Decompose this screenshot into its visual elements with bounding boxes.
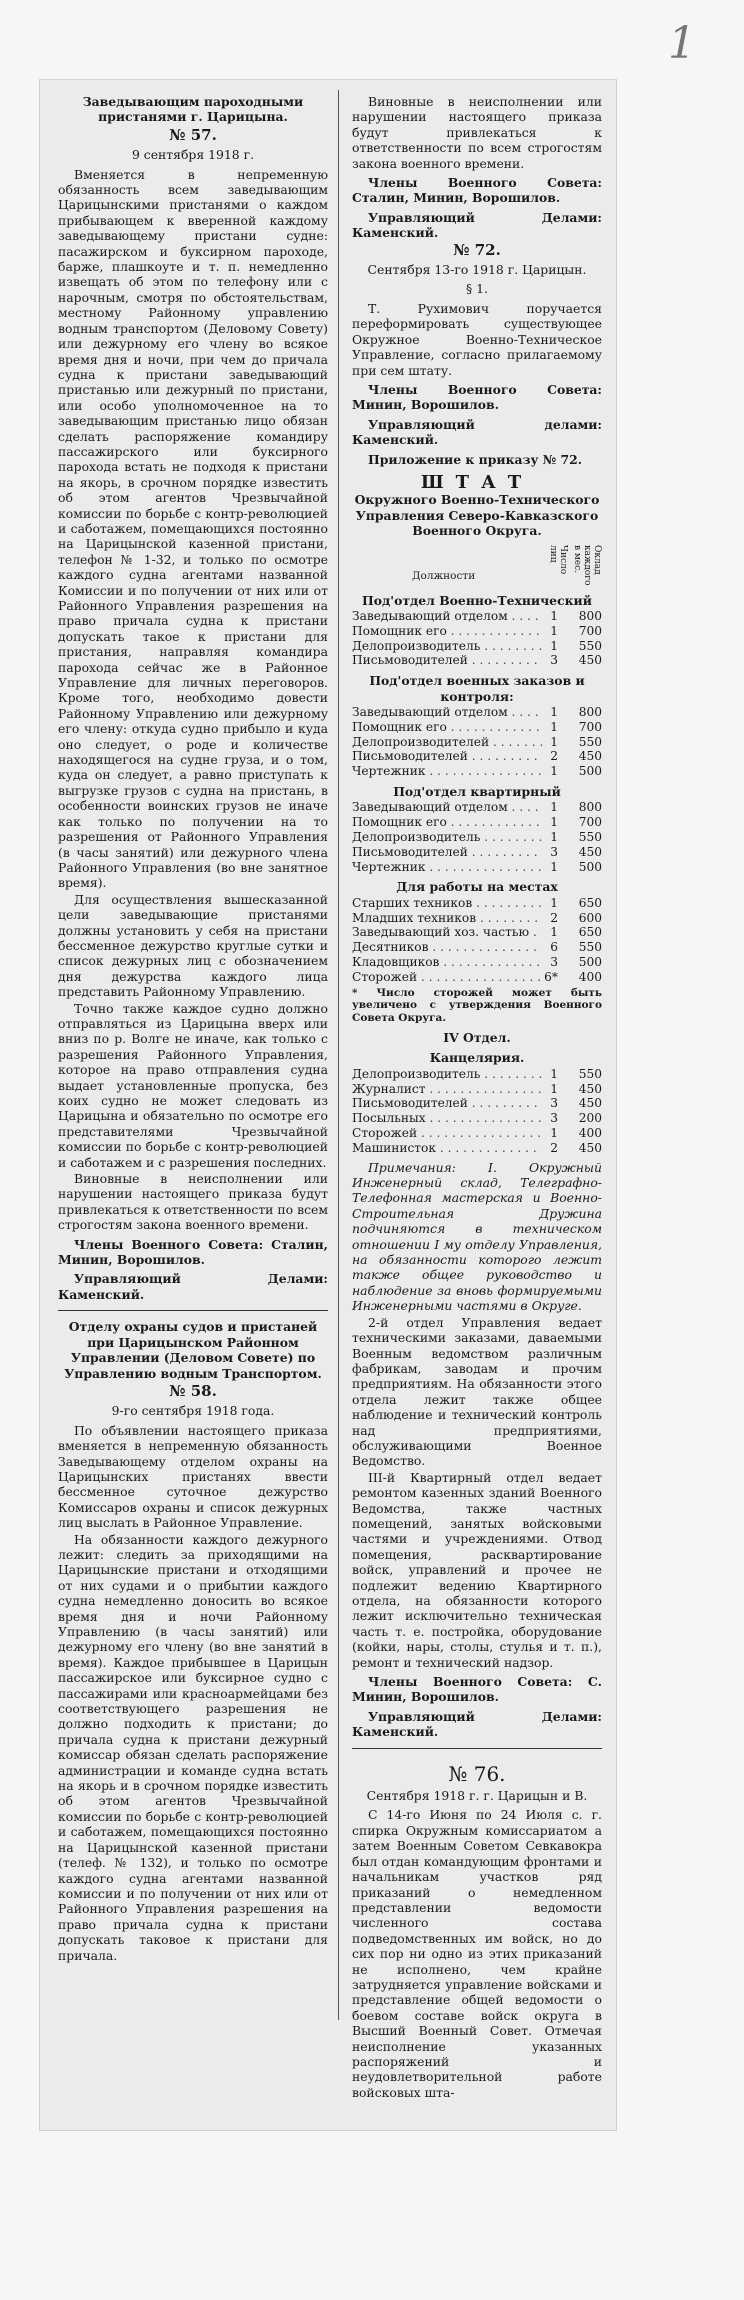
staff-row bbox=[352, 800, 602, 815]
staff-count: 1 bbox=[550, 704, 558, 719]
staff-row bbox=[352, 1082, 602, 1097]
signatories: Члены Военного Совета: Сталин, Минин, Ворошилов. bbox=[352, 175, 602, 206]
staff-row bbox=[352, 896, 602, 911]
order-57-title: Заведывающим пароходными пристанями г. Царицына. bbox=[82, 94, 304, 125]
staff-row bbox=[352, 845, 602, 860]
staff-salary: 500 bbox=[578, 859, 602, 874]
divider bbox=[58, 1310, 328, 1311]
staff-count: 1 bbox=[550, 815, 558, 830]
col-position: Должности bbox=[412, 570, 476, 583]
staff-position: Письмоводителей . . . bbox=[352, 1096, 542, 1111]
staff-row bbox=[352, 1126, 602, 1141]
order-58-paragraph: По объявлении настоящего приказа вменяется в непременную обязанность Заведывающему отделом охраны на Царицынских пристанях ввести бессменное суточное дежурство Комиссаров охраны и список дежурных лиц выслать в Районное Управление. bbox=[58, 1422, 328, 1531]
staff-row bbox=[352, 749, 602, 764]
staff-count: 1 bbox=[550, 925, 558, 940]
staff-position: Письмоводителей . . . bbox=[352, 749, 542, 764]
staff-salary: 450 bbox=[578, 1096, 602, 1111]
divider bbox=[352, 1748, 602, 1749]
staff-salary: 700 bbox=[578, 719, 602, 734]
staff-row bbox=[352, 940, 602, 955]
staff-count: 6 bbox=[550, 940, 558, 955]
staff-position: Помощник его . . . bbox=[352, 624, 542, 639]
staff-section-heading: Под'отдел военных заказов и контроля: bbox=[369, 673, 585, 704]
staff-count: 3 bbox=[550, 844, 558, 859]
staff-salary: 800 bbox=[578, 608, 602, 623]
left-column bbox=[58, 94, 328, 1964]
staff-section-heading: Для работы на местах bbox=[396, 879, 558, 895]
column-divider bbox=[338, 90, 339, 2020]
staff-salary: 700 bbox=[578, 623, 602, 638]
staff-position: Сторожей . . . bbox=[352, 970, 542, 985]
col-count: Число лиц bbox=[548, 544, 568, 574]
order-57-manager: Управляющий Делами: Каменский. bbox=[58, 1271, 328, 1302]
staff-position: Помощник его . . . bbox=[352, 720, 542, 735]
staff-salary: 450 bbox=[578, 1081, 602, 1096]
staff-row bbox=[352, 970, 602, 985]
staff-salary: 650 bbox=[578, 925, 602, 940]
staff-row bbox=[352, 830, 602, 845]
staff-salary: 450 bbox=[578, 844, 602, 859]
order-57-number: № 57. bbox=[169, 125, 217, 144]
staff-note: III-й Квартирный отдел ведает ремонтом казенных зданий Военного Ведомства, также частных помещений, занятых войсковыми частями и учреждениями. Отвод помещения, расквартирование войск, управлений и прочее не подлежит ведению Квартирного отдела, на обязанности которого лежит исключительно техническая часть т. е. постройка, оборудование (койки, нары, столы, стулья и т. п.), ремонт и технический надзор. bbox=[352, 1469, 602, 1670]
staff-row bbox=[352, 1067, 602, 1082]
staff-row bbox=[352, 705, 602, 720]
order-57-date: 9 сентября 1918 г. bbox=[131, 147, 255, 163]
staff-row bbox=[352, 1096, 602, 1111]
staff-position: Заведывающий хоз. частью . . . bbox=[352, 925, 542, 940]
staff-count: 1 bbox=[550, 608, 558, 623]
right-column bbox=[352, 94, 602, 2101]
staff-salary: 550 bbox=[578, 638, 602, 653]
newspaper-clipping bbox=[40, 80, 616, 2130]
staff-position: Чертежник . . . bbox=[352, 860, 542, 875]
order-72-paragraph: Т. Рухимович поручается переформировать существующее Окружное Военно-Техническое Управление, согласно прилагаемому при сем штату. bbox=[352, 300, 602, 378]
staff-position: Делопроизводителей . . . bbox=[352, 735, 542, 750]
order-58-paragraph: На обязанности каждого дежурного лежит: следить за приходящими на Царицынские пристани и отходящими от них судами и о прибытии каждого судна немедленно доносить во всякое время дня и ночи Районному Управлению (в часы занятий) или дежурному его члену (во вне занятий в время). Каждое прибывшее в Царицын пассажирское или буксирное судно с пассажирами или красноармейцами без соответствующего разрешения не должно подходить к пристани; до причала судна к пристани дежурный комиссар обязан сделать распоряжение администрации и команде судна встать на якорь и в срочном порядке известить об этом агентов Чрезвычайной комиссии по борьбе с контр-революцией и саботажем, помещающихся постоянно на Царицынской казенной пристани (телеф. № 132), и только по осмотре каждого судна агентами названной комиссии и по получении от них или от Районного Управления разрешения на право причала судна к пристани допускать таковое к пристани для причала. bbox=[58, 1531, 328, 1963]
order-72-manager: Управляющий делами: Каменский. bbox=[352, 416, 602, 448]
staff-row bbox=[352, 955, 602, 970]
staff-count: 6* bbox=[544, 969, 558, 984]
order-72-date: Сентября 13-го 1918 г. Царицын. bbox=[367, 262, 587, 278]
staff-count: 1 bbox=[550, 638, 558, 653]
staff-footnote: * Число сторожей может быть увеличено с утверждения Военного Совета Округа. bbox=[352, 986, 602, 1024]
staff-table-title: ШТАТ bbox=[420, 471, 534, 493]
page-number-mark: 1 bbox=[668, 18, 696, 69]
staff-salary: 450 bbox=[578, 749, 602, 764]
staff-salary: 650 bbox=[578, 895, 602, 910]
order-57-paragraph: Вменяется в непременную обязанность всем заведывающим Царицынскими пристанями о каждом прибывающем к вверенной каждому заведывающему пристани судне: пасажирском и буксирном пароходе, барже, плашкоуте и т. п. немедленно извещать об этом по телефону или с нарочным, смотря по обстоятельствам, местному Районному управлению водным транспортом (Деловому Совету) или дежурному его члену во всякое время дня и ночи, при чем до причала судна к пристани заведывающий пристанью или дежурный по пристани, или особо уполномоченное на то заведывающим пристанью лицо обязан сделать распоряжение командиру пассажирского или буксирного парохода встать не подходя к пристани на якорь, в срочном порядке известить об этом агентов Чрезвычайной комиссии по борьбе с контр-революцией и саботажем, помещающихся постоянно на Царицынской казенной пристани, телефон № 1-32, и только по осмотре каждого судна агентами названной Комиссии и по получении от них или от Районного Управления разрешения на право причала судна к пристани допускать такое к пристани для пристания, направляя командира парохода сейчас же в Районное Управление для личных переговоров. Кроме того, необходимо довести Районному Управлению или дежурному его члену: откуда судно прибыло и куда оно следует, о роде и количестве находящегося на судне груза, и о том, куда он следует, а равно приступать к выгрузке грузов с судна на пристань, в особенности воинских грузов не иначе как только по получении на то разрешения от Районного Управления (в часы занятий) или дежурного члена Районного Управления (во вне занятное время). bbox=[58, 166, 328, 891]
staff-count: 1 bbox=[550, 800, 558, 815]
order-58-date: 9-го сентября 1918 года. bbox=[111, 1403, 275, 1419]
staff-salary: 450 bbox=[578, 1140, 602, 1155]
staff-manager: Управляющий Делами: Каменский. bbox=[352, 1708, 602, 1740]
staff-position: Делопроизводитель . . . bbox=[352, 639, 542, 654]
staff-salary: 550 bbox=[578, 940, 602, 955]
order-72-section: § 1. bbox=[466, 281, 488, 297]
order-72-number: № 72. bbox=[453, 240, 501, 259]
staff-row bbox=[352, 925, 602, 940]
staff-note: 2-й отдел Управления ведает техническими заказами, даваемыми Военным ведомством различным фабрикам, заводам и прочим предприятиям. На обязанности этого отдела лежит также общее наблюдение и технический контроль над предприятиями, обслуживающими Военное Ведомство. bbox=[352, 1314, 602, 1469]
staff-row bbox=[352, 1141, 602, 1156]
staff-section-number: IV Отдел. bbox=[443, 1030, 511, 1046]
staff-count: 3 bbox=[550, 1111, 558, 1126]
order-76-paragraph: С 14-го Июня по 24 Июля с. г. спирка Окружным комиссариатом а затем Военным Советом Севкавокра был отдан командующим фронтами и начальникам участков ряд приказаний о немедленном представлении ведомости численного состава подведомственных им войск, но до сих пор ни одно из этих приказаний не исполнено, чем крайне затрудняется управление войсками и представление общей ведомости о боевом составе войск округа в Высший Военный Совет. Отмечая неисполнение указанных распоряжений и неудовлетворительной работе войсковых шта- bbox=[352, 1807, 602, 2100]
staff-salary: 600 bbox=[578, 910, 602, 925]
order-57-signatories: Члены Военного Совета: Сталин, Минин, Ворошилов. bbox=[58, 1236, 328, 1268]
staff-salary: 550 bbox=[578, 734, 602, 749]
staff-count: 1 bbox=[550, 1066, 558, 1081]
staff-salary: 700 bbox=[578, 815, 602, 830]
staff-note: Примечания: I. Окружный Инженерный склад, Телеграфно-Телефонная мастерская и Военно-Строительная Дружина подчиняются в техническом отношении I му отделу Управления, на обязанности которого лежит также общее руководство и наблюдение за вновь формируемыми Инженерными частями в Округе. bbox=[352, 1159, 602, 1314]
order-57-paragraph: Точно также каждое судно должно отправляться из Царицына вверх или вниз по р. Волге не иначе, как только с разрешения Районного Управления, которое на право отправления судна выдает установленные пропуска, без коих судно не может следовать из Царицына и обязательно по осмотре его представителями Чрезвычайной комиссии по борьбе с контр-революцией и саботажем и с разрешения последних. bbox=[58, 1000, 328, 1170]
staff-row bbox=[352, 653, 602, 668]
staff-row bbox=[352, 720, 602, 735]
staff-position: Старших техников . . . bbox=[352, 896, 542, 911]
staff-salary: 500 bbox=[578, 954, 602, 969]
staff-count: 1 bbox=[550, 895, 558, 910]
staff-position: Младших техников . . . bbox=[352, 911, 542, 926]
staff-position: Сторожей . . . bbox=[352, 1126, 542, 1141]
staff-count: 1 bbox=[550, 764, 558, 779]
order-57-paragraph: Для осуществления вышесказанной цели заведывающие пристанями должны установить у себя на пристани бессменное дежурство круглые сутки и список дежурных лиц с обозначением дня дежурства каждого лица представить Районному Управлению. bbox=[58, 891, 328, 1000]
staff-salary: 550 bbox=[578, 1066, 602, 1081]
staff-position: Заведывающий отделом . . . bbox=[352, 705, 542, 720]
staff-table-header bbox=[352, 545, 602, 585]
continued-paragraph: Виновные в неисполнении или нарушении настоящего приказа будут привлекаться к ответственности по всем строгостям закона военного времени. bbox=[352, 94, 602, 171]
staff-rows-1 bbox=[352, 609, 602, 668]
staff-count: 3 bbox=[550, 653, 558, 668]
staff-section-heading: Под'отдел квартирный bbox=[393, 783, 561, 799]
staff-salary: 500 bbox=[578, 764, 602, 779]
staff-count: 2 bbox=[550, 1140, 558, 1155]
staff-rows-3 bbox=[352, 800, 602, 874]
staff-position: Чертежник . . . bbox=[352, 764, 542, 779]
order-76-number: № 76. bbox=[448, 1761, 506, 1786]
order-72-appendix: Приложение к приказу № 72. bbox=[368, 451, 583, 467]
staff-count: 1 bbox=[550, 829, 558, 844]
staff-row bbox=[352, 624, 602, 639]
staff-count: 1 bbox=[550, 719, 558, 734]
staff-position: Десятников . . . bbox=[352, 940, 542, 955]
staff-row bbox=[352, 639, 602, 654]
staff-salary: 450 bbox=[578, 653, 602, 668]
staff-section-heading: Под'отдел Военно-Технический bbox=[362, 592, 592, 608]
staff-row bbox=[352, 609, 602, 624]
staff-count: 2 bbox=[550, 910, 558, 925]
order-72-signatories: Члены Военного Совета: Минин, Ворошилов. bbox=[352, 381, 602, 413]
staff-position: Делопроизводитель . . . bbox=[352, 1067, 542, 1082]
staff-position: Письмоводителей . . . bbox=[352, 845, 542, 860]
staff-count: 1 bbox=[550, 1081, 558, 1096]
staff-position: Заведывающий отделом . . . bbox=[352, 609, 542, 624]
staff-salary: 400 bbox=[578, 1126, 602, 1141]
staff-salary: 200 bbox=[578, 1111, 602, 1126]
staff-row bbox=[352, 860, 602, 875]
staff-position: Машинисток . . . bbox=[352, 1141, 542, 1156]
staff-row bbox=[352, 735, 602, 750]
staff-salary: 800 bbox=[578, 704, 602, 719]
staff-count: 1 bbox=[550, 1126, 558, 1141]
staff-row bbox=[352, 764, 602, 779]
order-58-number: № 58. bbox=[169, 1381, 217, 1400]
staff-count: 3 bbox=[550, 1096, 558, 1111]
staff-section-heading: Канцелярия. bbox=[429, 1050, 525, 1066]
staff-position: Письмоводителей . . . bbox=[352, 653, 542, 668]
staff-salary: 400 bbox=[578, 969, 602, 984]
staff-count: 1 bbox=[550, 859, 558, 874]
staff-count: 3 bbox=[550, 954, 558, 969]
staff-position: Журналист . . . bbox=[352, 1082, 542, 1097]
staff-table-subtitle: Окружного Военно-Технического Управления Северо-Кавказского Военного Округа. bbox=[354, 492, 600, 539]
staff-count: 1 bbox=[550, 734, 558, 749]
col-salary: Оклад каждого в мес. bbox=[572, 544, 602, 585]
order-58-title: Отделу охраны судов и пристаней при Царицынском Районном Управлении (Деловом Совете) по Управлению водным Транспортом. bbox=[64, 1319, 322, 1381]
staff-row bbox=[352, 815, 602, 830]
staff-salary: 800 bbox=[578, 800, 602, 815]
staff-rows-4 bbox=[352, 896, 602, 985]
staff-salary: 550 bbox=[578, 829, 602, 844]
staff-row bbox=[352, 1111, 602, 1126]
staff-signatories: Члены Военного Совета: С. Минин, Ворошилов. bbox=[352, 1674, 602, 1705]
staff-position: Заведывающий отделом . . . bbox=[352, 800, 542, 815]
staff-position: Помощник его . . . bbox=[352, 815, 542, 830]
staff-rows-2 bbox=[352, 705, 602, 779]
staff-position: Посыльных . . . bbox=[352, 1111, 542, 1126]
staff-position: Кладовщиков . . . bbox=[352, 955, 542, 970]
order-76-date: Сентября 1918 г. г. Царицын и В. bbox=[366, 1788, 588, 1804]
staff-count: 2 bbox=[550, 749, 558, 764]
manager: Управляющий Делами: Каменский. bbox=[352, 209, 602, 241]
staff-position: Делопроизводитель . . . bbox=[352, 830, 542, 845]
order-57-paragraph: Виновные в неисполнении или нарушении настоящего приказа будут привлекаться к ответственности по всем строгостям закона военного времени. bbox=[58, 1171, 328, 1233]
staff-rows-5 bbox=[352, 1067, 602, 1156]
staff-row bbox=[352, 911, 602, 926]
staff-count: 1 bbox=[550, 623, 558, 638]
